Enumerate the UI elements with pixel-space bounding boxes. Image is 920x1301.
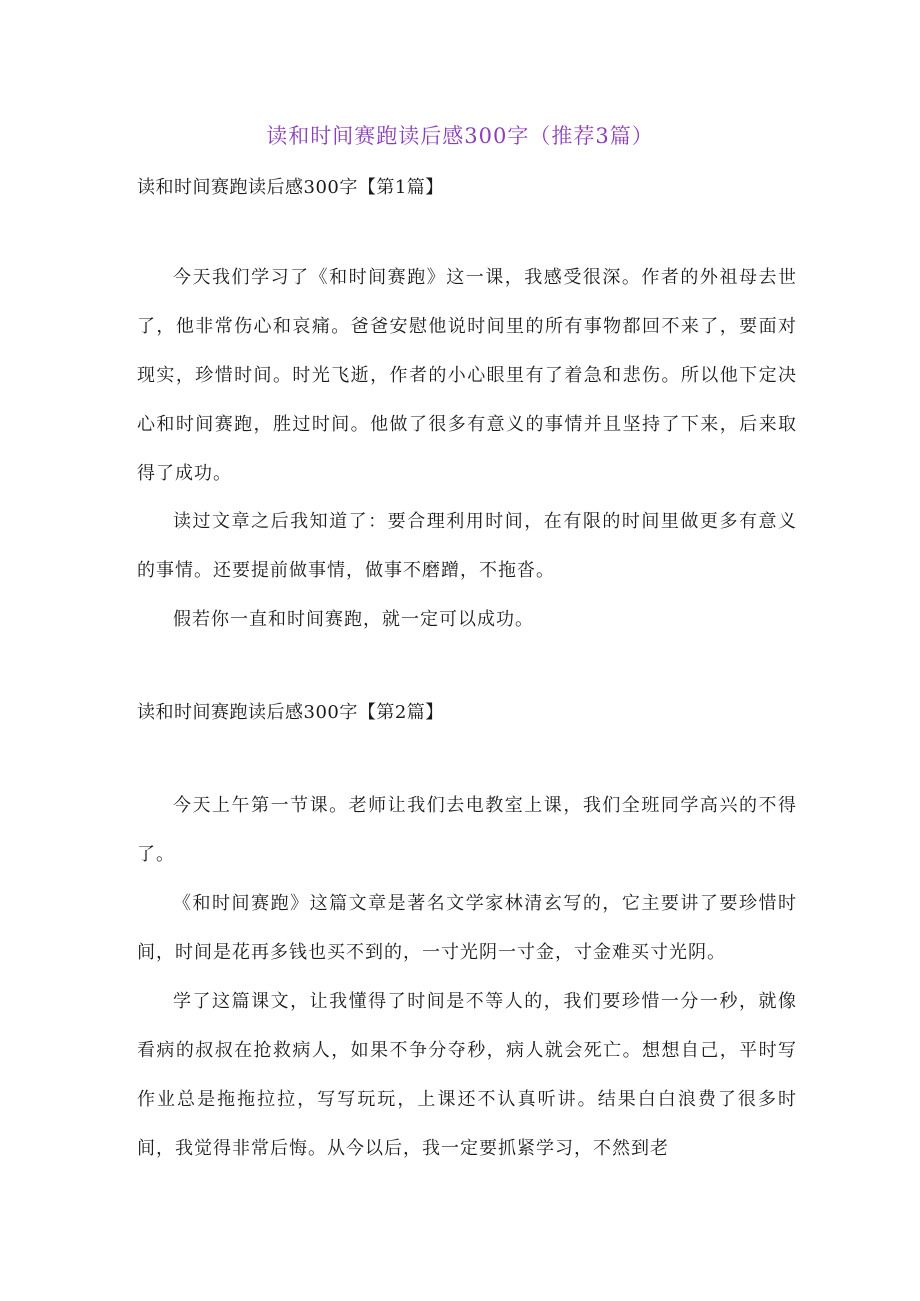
section-1-paragraph-3: 假若你一直和时间赛跑，就一定可以成功。 <box>173 609 534 630</box>
section-heading-2: 读和时间赛跑读后感300字【第2篇】 <box>137 702 444 723</box>
section-2-paragraph-1: 今天上午第一节课。老师让我们去电教室上课，我们全班同学高兴的不得了。 <box>137 795 797 865</box>
section-2-paragraph-3: 学了这篇课文，让我懂得了时间是不等人的，我们要珍惜一分一秒，就像看病的叔叔在抢救病人，如果不争分夺秒，病人就会死亡。想想自己，平时写作业总是拖拖拉拉，写写玩玩，上课还不认真听讲。结果白白浪费了很多时间，我觉得非常后悔。从今以后，我一定要抓紧学习，不然到老 <box>137 991 797 1159</box>
section-2-paragraph-2: 《和时间赛跑》这篇文章是著名文学家林清玄写的，它主要讲了要珍惜时间，时间是花再多钱也买不到的，一寸光阴一寸金，寸金难买寸光阴。 <box>137 893 797 963</box>
section-1-paragraph-1: 今天我们学习了《和时间赛跑》这一课，我感受很深。作者的外祖母去世了，他非常伤心和哀痛。爸爸安慰他说时间里的所有事物都回不来了，要面对现实，珍惜时间。时光飞逝，作者的小心眼里有了着急和悲伤。所以他下定决心和时间赛跑，胜过时间。他做了很多有意义的事情并且坚持了下来，后来取得了成功。 <box>137 267 797 484</box>
section-1-paragraph-2: 读过文章之后我知道了：要合理利用时间，在有限的时间里做更多有意义的事情。还要提前做事情，做事不磨蹭，不拖沓。 <box>137 511 797 581</box>
document-title: 读和时间赛跑读后感300字（推荐3篇） <box>266 124 654 148</box>
section-heading-1: 读和时间赛跑读后感300字【第1篇】 <box>137 177 444 198</box>
